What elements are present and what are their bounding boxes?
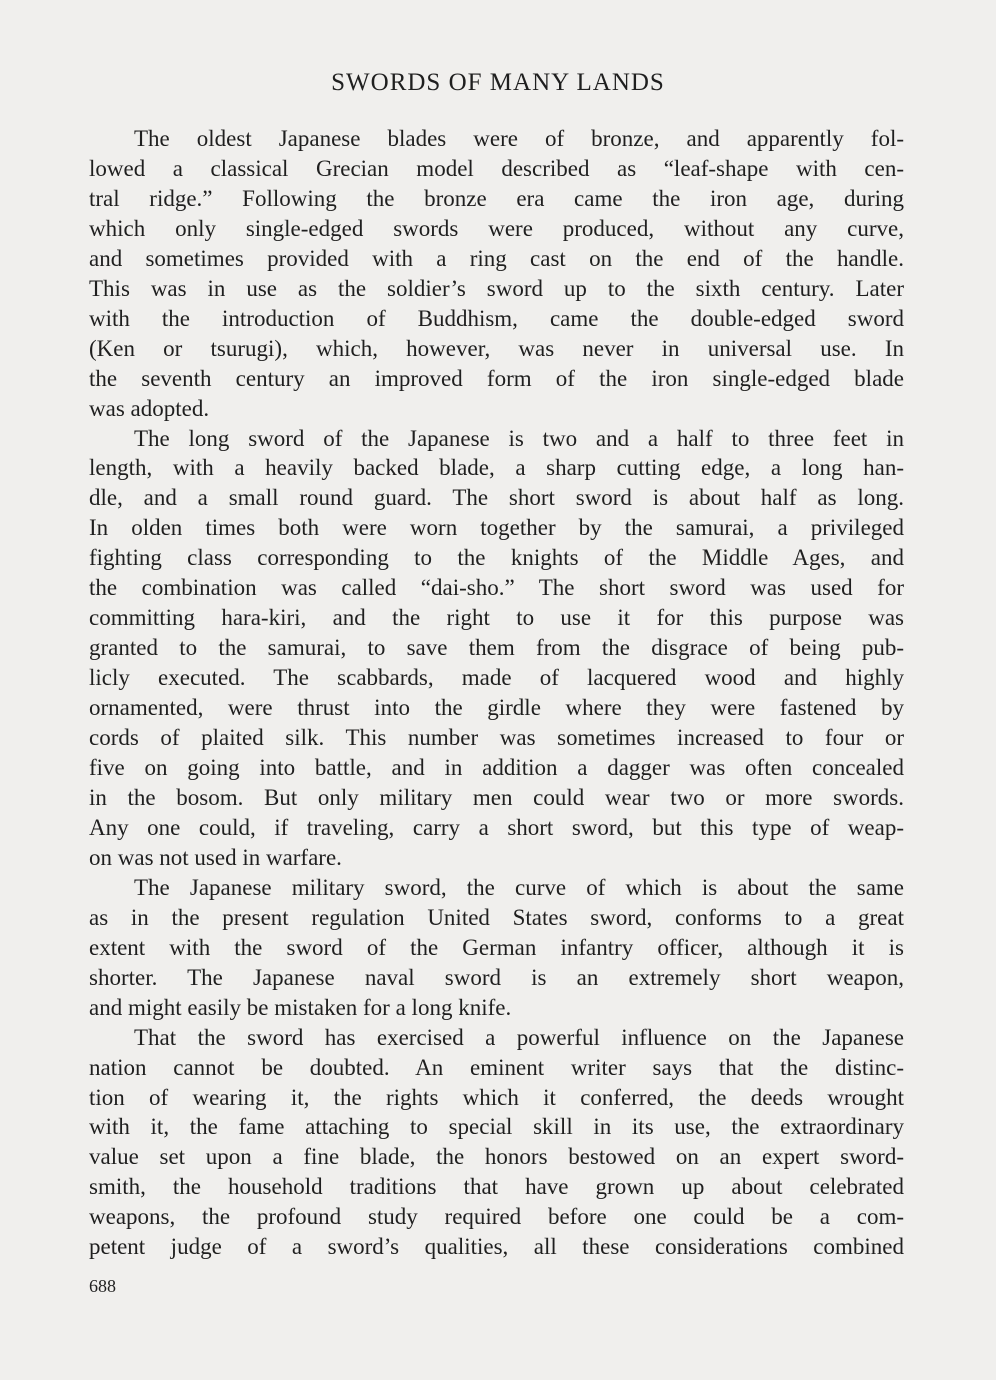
text-line: five on going into battle, and in addition a dagger was often concealed [89,755,904,781]
text-line: on was not used in warfare. [89,844,342,870]
text-line: nation cannot be doubted. An eminent writer says that the distinc- [89,1054,904,1080]
text-line: as in the present regulation United States sword, conforms to a great [89,904,904,930]
text-line: the seventh century an improved form of the iron single-edged blade [89,365,904,391]
running-head: SWORDS OF MANY LANDS [331,69,665,96]
text-line: was adopted. [89,395,210,421]
paragraph [89,424,904,873]
text-line: In olden times both were worn together by the samurai, a privileged [89,515,904,541]
text-line: The Japanese military sword, the curve of which is about the same [134,874,904,900]
text-line: weapons, the profound study required before one could be a com- [89,1204,904,1230]
text-line: lowed a classical Grecian model described as “leaf-shape with cen- [89,155,904,181]
text-line: tral ridge.” Following the bronze era came the iron age, during [89,185,904,211]
text-line: length, with a heavily backed blade, a sharp cutting edge, a long han- [89,455,904,481]
text-line: committing hara-kiri, and the right to use it for this purpose was [89,605,904,631]
paragraph [89,1023,904,1263]
text-line: extent with the sword of the German infantry officer, although it is [89,934,904,960]
text-line: and might easily be mistaken for a long knife. [89,994,512,1020]
text-line: the combination was called “dai-sho.” The short sword was used for [89,575,904,601]
text-line: The long sword of the Japanese is two and a half to three feet in [134,425,904,451]
text-line: which only single-edged swords were produced, without any curve, [89,215,904,241]
text-line: shorter. The Japanese naval sword is an extremely short weapon, [89,964,904,990]
text-line: The oldest Japanese blades were of bronze, and apparently fol- [134,126,904,151]
text-line: That the sword has exercised a powerful influence on the Japanese [134,1024,904,1050]
text-line: dle, and a small round guard. The short sword is about half as long. [89,485,904,511]
text-line: tion of wearing it, the rights which it conferred, the deeds wrought [89,1084,904,1110]
text-line: petent judge of a sword’s qualities, all these considerations combined [89,1234,904,1260]
page-number: 688 [89,1276,116,1296]
text-line: value set upon a fine blade, the honors bestowed on an expert sword- [89,1144,904,1170]
text-line: cords of plaited silk. This number was sometimes increased to four or [89,725,904,751]
text-line: and sometimes provided with a ring cast on the end of the handle. [89,245,904,271]
body-text [89,124,904,1262]
text-line: in the bosom. But only military men could wear two or more swords. [89,784,904,810]
text-line: (Ken or tsurugi), which, however, was never in universal use. In [89,335,904,361]
paragraph [89,873,904,1023]
text-line: with it, the fame attaching to special skill in its use, the extraordinary [89,1114,904,1140]
text-line: smith, the household traditions that have grown up about celebrated [89,1174,904,1200]
text-line: fighting class corresponding to the knights of the Middle Ages, and [89,545,904,571]
paragraph [89,124,904,424]
text-line: Any one could, if traveling, carry a short sword, but this type of weap- [89,814,904,840]
text-line: with the introduction of Buddhism, came the double-edged sword [89,305,904,331]
text-line: This was in use as the soldier’s sword up to the sixth century. Later [89,275,904,301]
text-line: licly executed. The scabbards, made of lacquered wood and highly [89,665,904,691]
text-line: granted to the samurai, to save them from the disgrace of being pub- [89,635,904,661]
text-line: ornamented, were thrust into the girdle where they were fastened by [89,695,904,721]
